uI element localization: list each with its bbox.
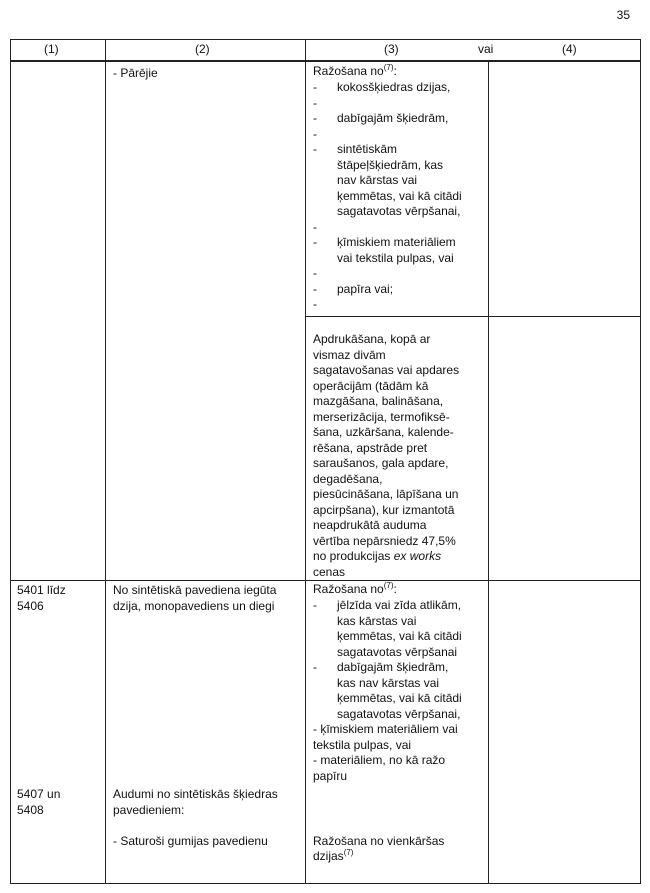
rule1-item (313, 266, 462, 282)
rule1-item (313, 111, 462, 127)
rule1-item (313, 235, 462, 266)
rule1-item (313, 142, 462, 220)
list-item-line: sagatavotas vērpšanai (337, 644, 458, 659)
rule2-line: vismaz divām (313, 347, 386, 362)
rule2-line: operācijām (tādām kā (313, 378, 429, 393)
list-item-text (337, 266, 340, 282)
rule2-line: saraušanos, gala apdare, (313, 456, 449, 470)
rule2-line: mazgāšana, balināšana, (313, 394, 444, 408)
list-item-line: sintētiskām (337, 142, 398, 156)
list-item-text (337, 282, 393, 298)
col1-divider (105, 39, 106, 884)
rule1-item (313, 80, 462, 96)
hs-code-line: 5408 (17, 802, 44, 817)
list-item-line: nav kārstas vai (337, 173, 418, 187)
col-right-border (640, 39, 641, 884)
col2-divider (305, 39, 306, 884)
rule3-intro: Ražošana $no^{(7)}$: (313, 581, 397, 596)
list-item-line: ķīmiskiem materiāliem (337, 235, 456, 249)
header-col3: (3) (384, 42, 399, 56)
list-item-line (337, 96, 340, 112)
rule2-line: no produkcijas ex works (313, 549, 442, 563)
description-synthetic-fabrics (113, 787, 278, 818)
rule2-line: Apdrukāšana, kopā ar (313, 332, 431, 346)
list-item-text (337, 80, 450, 96)
list-item-text (337, 297, 340, 313)
description-line: pavedieniem: (113, 802, 185, 817)
rule1-material-list (313, 80, 462, 313)
row-divider-rule2 (305, 316, 641, 317)
list-dash: - (313, 95, 317, 110)
rule2-line: rēšana, apstrāde pret (313, 440, 428, 455)
rule1-intro: Ražošana $no^{(7)}$: (313, 63, 397, 78)
rule3-tail-line: tekstila pulpas, vai (313, 737, 412, 752)
rule2-line: sagatavošanas vai apdares (313, 363, 460, 377)
header-vai: vai (478, 42, 494, 56)
rule3-tail-line: papīru (313, 768, 348, 783)
list-dash: - (313, 142, 317, 156)
list-item-text (337, 598, 462, 660)
rule1-item (313, 297, 462, 313)
hs-code-line: 5407 un (17, 787, 61, 801)
list-dash: - (313, 235, 317, 249)
description-synthetic-yarn (113, 583, 276, 614)
list-dash: - (313, 598, 317, 612)
list-dash: - (313, 219, 317, 234)
description-line: Audumi no sintētiskās šķiedras (113, 787, 278, 801)
list-item-line: sagatavotas vērpšanai, (337, 204, 461, 218)
list-item-line: dabīgajām šķiedrām, (337, 111, 449, 125)
rule1-item (313, 96, 462, 112)
list-dash: - (313, 660, 317, 674)
list-item-text (337, 111, 448, 127)
list-item-text (337, 220, 340, 236)
list-item-text (337, 142, 462, 220)
rule4-line1: Ražošana no vienkāršas (313, 834, 445, 848)
list-item-line: štāpeļšķiedrām, kas (337, 157, 444, 172)
header-col1: (1) (44, 42, 59, 56)
list-dash: - (313, 111, 317, 125)
rule1-item (313, 127, 462, 143)
rule2-line: vērtība nepārsniedz 47,5% (313, 533, 456, 548)
rule4-line2: dzijas$^{(7)}$ (313, 848, 354, 863)
list-item-line: vai tekstila pulpas, vai (337, 250, 454, 265)
list-item-text (337, 235, 456, 266)
list-item-line: dabīgajām šķiedrām, (337, 660, 449, 674)
hs-code-5401-5406 (17, 583, 66, 614)
header-col2: (2) (195, 42, 210, 56)
list-item-line: papīra vai; (337, 281, 394, 296)
list-item-line (337, 297, 340, 313)
list-item-line: ķemmētas, vai kā citādi (337, 188, 462, 203)
col3-divider (488, 61, 489, 883)
list-item-text (337, 96, 340, 112)
rule2-line: neapdrukātā auduma (313, 518, 427, 532)
ex-works-term: ex works (393, 549, 442, 563)
rule2-line: degadēšana, (313, 471, 383, 486)
list-item-line (337, 127, 340, 143)
list-dash: - (313, 297, 317, 311)
rule2-line: piesūcināšana, lāpīšana un (313, 487, 459, 501)
hs-code-line: 5406 (17, 598, 44, 613)
list-item-line: kas nav kārstas vai (337, 675, 440, 690)
rule1-item (313, 220, 462, 236)
rule3-tail (313, 722, 458, 784)
rule3-tail-line: - materiāliem, no kā ražo (313, 753, 446, 767)
header-col4: (4) (562, 42, 577, 56)
rule2-line: merserizācija, termofiksē- (313, 409, 450, 424)
list-item-line: jēlzīda vai zīda atlikām, (337, 598, 462, 612)
list-dash: - (313, 126, 317, 141)
rule2-printing-text (313, 332, 459, 580)
hs-code-5407-5408 (17, 787, 60, 818)
rule3-material-list (313, 598, 462, 722)
list-item-line (337, 220, 340, 236)
list-item-line: kas kārstas vai (337, 613, 417, 628)
list-item-text (337, 660, 462, 722)
list-item-line: kokosšķiedras dzijas, (337, 80, 451, 94)
list-dash: - (313, 266, 317, 280)
rule2-line: apcirpšana), kur izmantotā (313, 502, 455, 517)
hs-code-line: 5401 līdz (17, 583, 66, 597)
list-item-line (337, 266, 340, 282)
rule2-line: cenas (313, 564, 346, 579)
description-line: No sintētiskā pavediena iegūta (113, 583, 277, 597)
col-left-border (10, 39, 11, 884)
list-dash: - (313, 80, 317, 94)
description-pareji: - Pārējie (113, 66, 158, 80)
rule3-item (313, 598, 462, 660)
list-item-line: sagatavotas vērpšanai, (337, 706, 461, 721)
description-rubber-thread: - Saturoši gumijas pavedienu (113, 834, 268, 848)
list-item-text (337, 127, 340, 143)
rule2-line: šana, uzkāršana, kalende- (313, 425, 454, 439)
rule1-item (313, 282, 462, 298)
rule3-tail-line: - ķīmiskiem materiāliem vai (313, 722, 458, 736)
description-line: dzija, monopavediens un diegi (113, 598, 275, 613)
page-number: 35 (616, 8, 630, 22)
rule3-item (313, 660, 462, 722)
list-item-line: ķemmētas, vai kā citādi (337, 629, 462, 643)
list-dash: - (313, 281, 317, 296)
list-item-line: ķemmētas, vai kā citādi (337, 691, 462, 705)
